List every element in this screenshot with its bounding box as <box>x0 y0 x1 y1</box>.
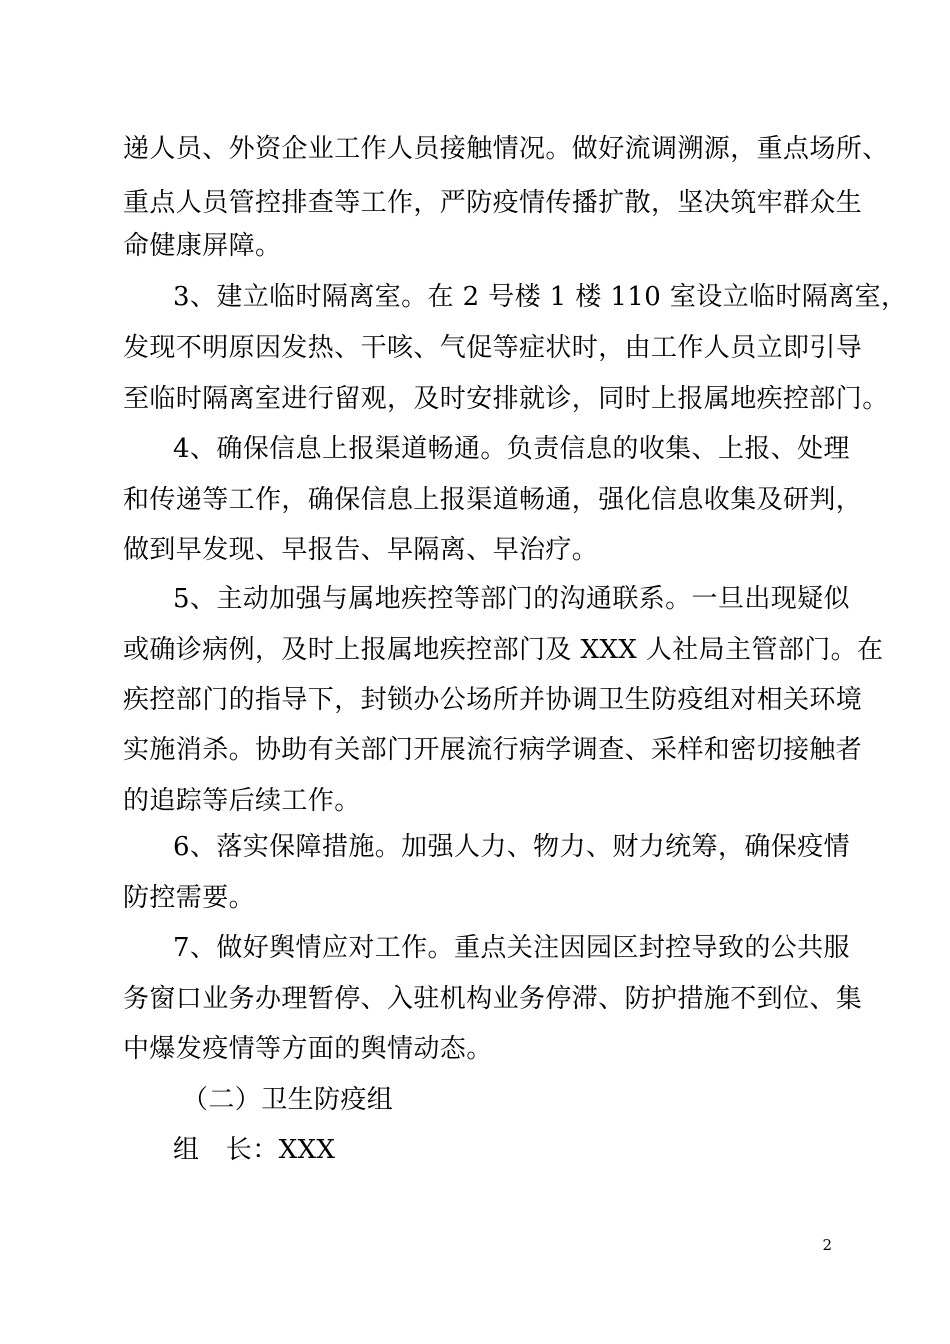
body-text-line: 防控需要。 <box>123 883 256 913</box>
body-text-line: 7、做好舆情应对工作。重点关注因园区封控导致的公共服 <box>173 933 850 963</box>
body-text-line: 3、建立临时隔离室。在 2 号楼 1 楼 110 室设立临时隔离室， <box>173 282 908 312</box>
body-text-line: 做到早发现、早报告、早隔离、早治疗。 <box>123 535 599 565</box>
section-heading: （二）卫生防疫组 <box>182 1085 394 1115</box>
body-text-line: 命健康屏障。 <box>123 231 282 261</box>
body-text-line: 重点人员管控排查等工作，严防疫情传播扩散，坚决筑牢群众生 <box>123 188 863 218</box>
body-text-line: 至临时隔离室进行留观，及时安排就诊，同时上报属地疾控部门。 <box>123 384 889 414</box>
body-text-line: 务窗口业务办理暂停、入驻机构业务停滞、防护措施不到位、集 <box>123 984 863 1014</box>
body-text-line: 实施消杀。协助有关部门开展流行病学调查、采样和密切接触者 <box>123 735 863 765</box>
body-text-line: 或确诊病例，及时上报属地疾控部门及 XXX 人社局主管部门。在 <box>123 635 884 665</box>
body-text-line: 发现不明原因发热、干咳、气促等症状时，由工作人员立即引导 <box>123 333 863 363</box>
body-text-line: 和传递等工作，确保信息上报渠道畅通，强化信息收集及研判， <box>123 485 863 515</box>
body-text-line: 的追踪等后续工作。 <box>123 786 361 816</box>
body-text-line: 递人员、外资企业工作人员接触情况。做好流调溯源，重点场所、 <box>123 134 889 164</box>
body-text-line: 4、确保信息上报渠道畅通。负责信息的收集、上报、处理 <box>173 434 850 464</box>
body-text-line: 中爆发疫情等方面的舆情动态。 <box>123 1034 493 1064</box>
group-leader-line: 组 长：XXX <box>173 1135 336 1165</box>
body-text-line: 5、主动加强与属地疾控等部门的沟通联系。一旦出现疑似 <box>173 584 850 614</box>
body-text-line: 6、落实保障措施。加强人力、物力、财力统筹，确保疫情 <box>173 832 850 862</box>
page-number: 2 <box>822 1236 832 1254</box>
body-text-line: 疾控部门的指导下，封锁办公场所并协调卫生防疫组对相关环境 <box>123 685 863 715</box>
